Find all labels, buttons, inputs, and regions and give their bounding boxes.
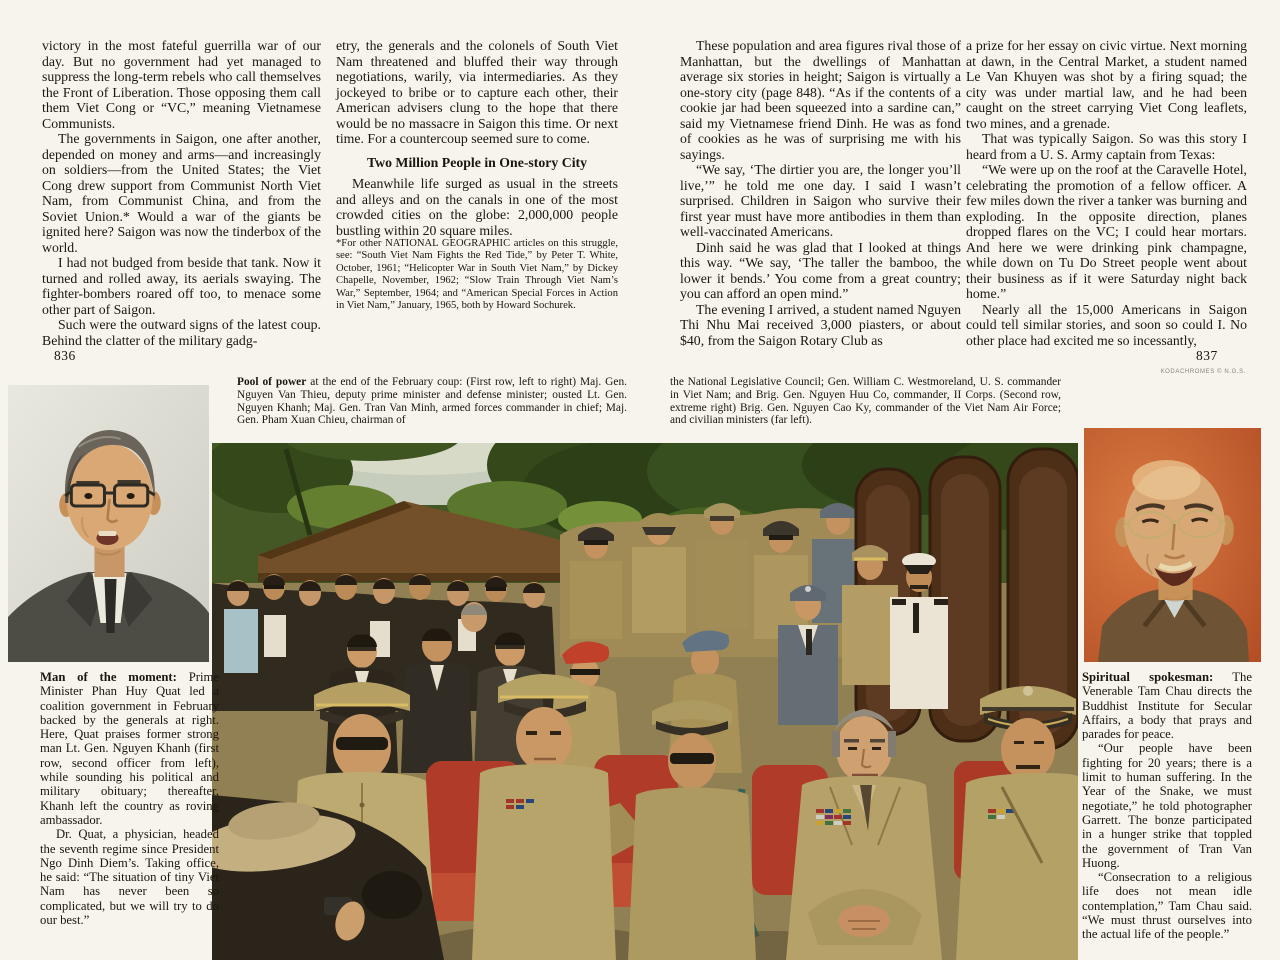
caption-paragraph: “Our people have been fighting for 20 years; there is a limit to human suffering. In the Year of the Snake, we must negotiate,” he told photographer Garrett. The bonze participated in a hunger strike that toppled the government of Tran Van Huong. bbox=[1082, 741, 1252, 870]
text-column-1 bbox=[42, 38, 321, 348]
paragraph: That was typically Saigon. So was this story I heard from a U. S. Army captain from Texas: bbox=[966, 131, 1247, 162]
paragraph: Dinh said he was glad that I looked at things this way. “We say, ‘The taller the bamboo, the lower it bends.’ You come from a great country; you can afford an open mind.” bbox=[680, 239, 961, 301]
caption-text: Prime Minister Phan Huy Quat led a coalition government in February backed by the generals at right. Here, Quat praises former strong man Lt. Gen. Nguyen Khanh (first row, second officer from left), while sounding his political and military obituary; thereafter, Khanh left the country as roving ambassador. bbox=[40, 670, 220, 827]
portrait-tam-chau-illustration bbox=[1084, 428, 1261, 662]
paragraph: victory in the most fateful guerrilla war of our day. But no government had yet managed to suppress the long-term rebels who call themselves the Front of Liberation. Those opposing them call them Viet Cong or “VC,” meaning Vietnamese Communists. bbox=[42, 38, 321, 131]
page-number-left: 836 bbox=[54, 348, 76, 363]
paragraph: The governments in Saigon, one after another, depended on money and arms—and increasingly on soldiers—from the United States; the Viet Cong drew support from Communist North Viet Nam, from Communist China, and from the Soviet Union.* Would a war of the giants be ignited here? Saigon was now the tinderbox of the world. bbox=[42, 131, 321, 255]
caption-paragraph: Dr. Quat, a physician, headed the seventh regime since President Ngo Dinh Diem’s. Taking office, he said: “The situation of tiny Viet Nam has never been so complicated, but we will try to do our best.” bbox=[40, 827, 219, 928]
paragraph: Nearly all the 15,000 Americans in Saigon could tell similar stories, and soon so could I. No other place had excited me so incessantly, bbox=[966, 301, 1247, 348]
paragraph: a prize for her essay on civic virtue. Next morning at dawn, in the Central Market, a student named Le Van Khuyen was shot by a firing squad; the city was under martial law, and he had been caught on the street carrying Viet Cong leaflets, two mines, and a grenade. bbox=[966, 38, 1247, 131]
text-column-3 bbox=[680, 38, 961, 348]
caption-paragraph bbox=[40, 670, 219, 827]
man-of-the-moment-caption bbox=[40, 670, 219, 927]
paragraph: Meanwhile life surged as usual in the streets and alleys and on the canals in one of the most crowded cities on the globe: 2,000,000 people bustling within 20 square miles. bbox=[336, 176, 618, 238]
spiritual-spokesman-caption bbox=[1082, 670, 1252, 942]
caption-lead: Man of the moment: bbox=[40, 670, 177, 684]
paragraph: “We were up on the roof at the Caravelle Hotel, celebrating the promotion of a fellow officer. A few miles down the river a tanker was burning and exploding. In the opposite direction, planes dropped flares on the VC; I could hear mortars. And here we were drinking pink champagne, while down on Tu Do Street people went about their business as if it were Saturday night back home.” bbox=[966, 162, 1247, 301]
text-column-4 bbox=[966, 38, 1247, 348]
footnote: *For other NATIONAL GEOGRAPHIC articles on this struggle, see: “South Viet Nam Fights the Red Tide,” by Peter T. White, October, 1961; “Helicopter War in South Viet Nam,” by Dickey Chapelle, November, 1962; “Slow Train Through Viet Nam’s War,” September, 1964; and “American Special Forces in Action in Viet Nam,” January, 1965, both by Howard Sochurek. bbox=[336, 238, 618, 312]
paragraph: I had not budged from beside that tank. Now it turned and rolled away, its aerials swaying. The fighter-bombers roared off too, to menace some other part of Saigon. bbox=[42, 255, 321, 317]
photo-phan-huy-quat bbox=[8, 385, 209, 662]
caption-paragraph bbox=[1082, 670, 1252, 741]
photo-generals-group bbox=[212, 443, 1078, 960]
caption-text: at the end of the February coup: (First row, left to right) Maj. Gen. Nguyen Van Thieu, deputy prime minister and defense minister; ousted Lt. Gen. Nguyen Khanh; Maj. Gen. Tran Van Minh, armed forces commander in chief; Maj. Gen. Pham Xuan Chieu, chairman of bbox=[237, 376, 627, 427]
page-number-right: 837 bbox=[1196, 348, 1218, 363]
photo-tam-chau bbox=[1084, 428, 1261, 662]
caption-paragraph: “Consecration to a religious life does not mean idle contemplation,” Tam Chau said. “We must thrust ourselves into the actual life of the people.” bbox=[1082, 870, 1252, 942]
paragraph: Such were the outward signs of the latest coup. Behind the clatter of the military gadg- bbox=[42, 317, 321, 348]
caption-lead: Pool of power bbox=[237, 376, 307, 388]
paragraph: “We say, ‘The dirtier you are, the longer you’ll live,’” he told me one day. I said I wasn’t surprised. Children in Saigon who survive their first year must have more antibodies in them than well-vaccinated Americans. bbox=[680, 162, 961, 239]
caption-lead: Spiritual spokesman: bbox=[1082, 670, 1214, 684]
photo-credit: KODACHROMES © N.G.S. bbox=[1160, 369, 1246, 375]
paragraph: etry, the generals and the colonels of South Viet Nam threatened and bluffed their way through negotiations, warily, via intermediaries. As they jockeyed to bribe or to capture each other, their American advisers clung to the hope that there would be no massacre in Saigon this time. Or next time. For a countercoup seemed sure to come. bbox=[336, 38, 618, 146]
pool-of-power-caption-left bbox=[237, 376, 627, 427]
pool-of-power-caption-right bbox=[670, 376, 1061, 427]
text-column-2 bbox=[336, 38, 618, 312]
group-photo-illustration bbox=[212, 443, 1078, 960]
caption-text: The Venerable Tam Chau directs the Buddhist Institute for Secular Affairs, a body that prays and parades for peace. bbox=[1082, 670, 1252, 742]
portrait-quat-illustration bbox=[8, 385, 209, 662]
paragraph: These population and area figures rival those of Manhattan, but the dwellings of Manhattan average six stories in height; Saigon is virtually a one-story city (page 848). “As if the contents of a cookie jar had been squeezed into a sardine can,” said my Vietnamese friend Dinh. He was as fond of cookies as he was of surprising me with his sayings. bbox=[680, 38, 961, 162]
section-heading: Two Million People in One-story City bbox=[366, 154, 588, 170]
paragraph: The evening I arrived, a student named Nguyen Thi Nhu Mai received 3,000 piasters, or about $40, from the Saigon Rotary Club as bbox=[680, 301, 961, 348]
caption-text: the National Legislative Council; Gen. William C. Westmoreland, U. S. commander in Viet Nam; and Brig. Gen. Nguyen Huu Co, commander, II Corps. (Second row, extreme right) Brig. Gen. Nguyen Cao Ky, commander of the Viet Nam Air Force; and civilian ministers (far left). bbox=[670, 376, 1061, 427]
